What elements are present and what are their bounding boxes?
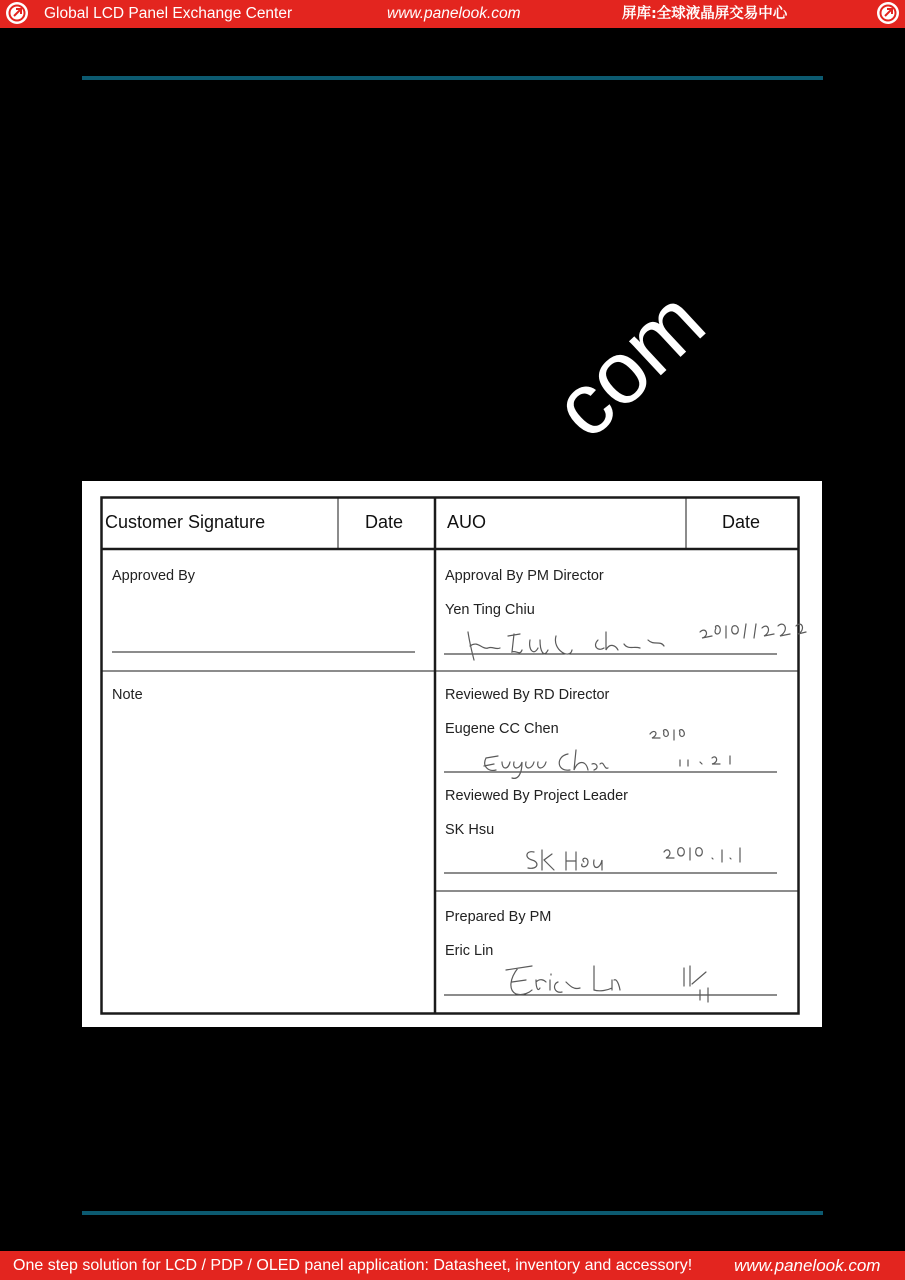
note-label: Note xyxy=(112,687,143,703)
customer-signature-heading: Customer Signature xyxy=(105,512,266,532)
watermark-text: com xyxy=(533,270,723,457)
banner-url[interactable]: www.panelook.com xyxy=(387,5,521,22)
signature-sk-hsu xyxy=(527,850,602,870)
customer-date-heading: Date xyxy=(365,512,404,532)
pm-name: Eric Lin xyxy=(445,943,494,959)
signature-date-3 xyxy=(664,848,740,862)
approved-by-label: Approved By xyxy=(112,568,196,584)
signature-date-4 xyxy=(684,966,708,1002)
signature-eugene-chen xyxy=(484,750,608,778)
auo-heading: AUO xyxy=(447,512,487,532)
footer-url[interactable]: www.panelook.com xyxy=(734,1256,881,1275)
footer-tagline: One step solution for LCD / PDP / OLED panel application: Datasheet, inventory and accessory! xyxy=(13,1257,693,1274)
rd-director-title: Reviewed By RD Director xyxy=(445,687,610,703)
signature-yen-ting-chiu xyxy=(468,632,664,660)
banner-title: Global LCD Panel Exchange Center xyxy=(44,5,293,22)
rd-director-name: Eugene CC Chen xyxy=(445,721,559,737)
auo-date-heading: Date xyxy=(722,512,761,532)
project-leader-title: Reviewed By Project Leader xyxy=(445,788,628,804)
bottom-banner xyxy=(0,1251,905,1280)
bottom-divider xyxy=(82,1211,823,1215)
signature-date-2 xyxy=(650,730,730,766)
banner-chinese-title: 屏库:全球液晶屏交易中心 xyxy=(622,6,788,22)
pm-director-name: Yen Ting Chiu xyxy=(445,602,535,618)
project-leader-name: SK Hsu xyxy=(445,822,495,838)
signature-eric-lin xyxy=(506,966,620,995)
pm-title: Prepared By PM xyxy=(445,909,552,925)
pm-director-title: Approval By PM Director xyxy=(445,568,604,584)
signature-date-1 xyxy=(700,624,806,638)
